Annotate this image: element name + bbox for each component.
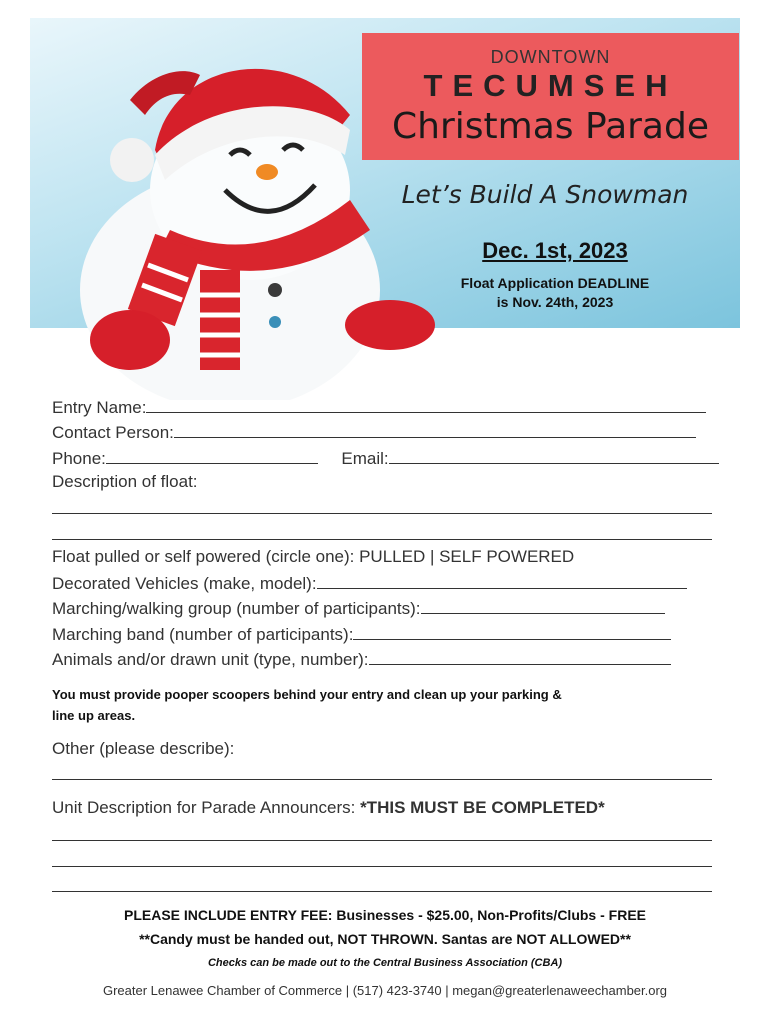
contact-person-row xyxy=(52,421,696,443)
marching-band-row xyxy=(52,623,671,645)
event-date: Dec. 1st, 2023 xyxy=(482,238,628,263)
entry-name-field[interactable] xyxy=(146,396,706,413)
contact-person-label: Contact Person: xyxy=(52,423,174,442)
title-town: TECUMSEH xyxy=(423,68,678,103)
unit-description-row xyxy=(52,798,605,818)
unit-description-field-line-1[interactable] xyxy=(52,840,712,841)
deadline-line-2: is Nov. 24th, 2023 xyxy=(496,294,614,310)
description-field-line-2[interactable] xyxy=(52,539,712,540)
entry-fee-notice: PLEASE INCLUDE ENTRY FEE: Businesses - $25.00, Non-Profits/Clubs - FREE xyxy=(124,907,646,923)
theme-subtitle: Let’s Build A Snowman xyxy=(401,180,689,209)
deadline-line-1: Float Application DEADLINE xyxy=(460,275,650,291)
marching-group-label: Marching/walking group (number of participants): xyxy=(52,599,421,618)
animals-field[interactable] xyxy=(369,648,671,665)
animals-row xyxy=(52,648,671,670)
pooper-note-line-2: line up areas. xyxy=(52,708,136,723)
deadline-notice xyxy=(420,274,690,312)
candy-notice: **Candy must be handed out, NOT THROWN. Santas are NOT ALLOWED** xyxy=(139,931,631,947)
other-field[interactable] xyxy=(52,779,712,780)
phone-email-row xyxy=(52,447,719,469)
phone-label: Phone: xyxy=(52,449,106,468)
email-label: Email: xyxy=(341,449,389,468)
title-downtown: DOWNTOWN xyxy=(490,47,611,67)
email-field[interactable] xyxy=(389,447,719,464)
phone-field[interactable] xyxy=(106,447,318,464)
contact-person-field[interactable] xyxy=(174,421,696,438)
pooper-scooper-note xyxy=(52,684,692,726)
checks-notice: Checks can be made out to the Central Business Association (CBA) xyxy=(207,957,563,969)
marching-band-label: Marching band (number of participants): xyxy=(52,625,354,644)
decorated-vehicles-row xyxy=(52,572,687,594)
unit-description-field-line-2[interactable] xyxy=(52,866,712,867)
unit-description-label: Unit Description for Parade Announcers: xyxy=(52,798,361,817)
unit-description-required: *THIS MUST BE COMPLETED* xyxy=(360,798,605,817)
chamber-contact: Greater Lenawee Chamber of Commerce | (517) 423-3740 | megan@greaterlenaweechamber.org xyxy=(102,983,668,998)
description-field-line-1[interactable] xyxy=(52,513,712,514)
decorated-vehicles-field[interactable] xyxy=(317,572,687,589)
other-label: Other (please describe): xyxy=(52,739,235,758)
decorated-vehicles-label: Decorated Vehicles (make, model): xyxy=(52,574,317,593)
marching-band-field[interactable] xyxy=(353,623,671,640)
pooper-note-line-1: You must provide pooper scoopers behind your entry and clean up your parking & xyxy=(52,687,562,702)
description-label: Description of float: xyxy=(52,472,198,491)
animals-label: Animals and/or drawn unit (type, number): xyxy=(52,650,369,669)
marching-group-row xyxy=(52,597,665,619)
float-type-option[interactable]: Float pulled or self powered (circle one): PULLED | SELF POWERED xyxy=(52,547,575,566)
entry-name-label: Entry Name: xyxy=(52,398,147,417)
entry-name-row xyxy=(52,396,706,418)
unit-description-field-line-3[interactable] xyxy=(52,891,712,892)
marching-group-field[interactable] xyxy=(421,597,665,614)
title-event: Christmas Parade xyxy=(392,106,709,147)
